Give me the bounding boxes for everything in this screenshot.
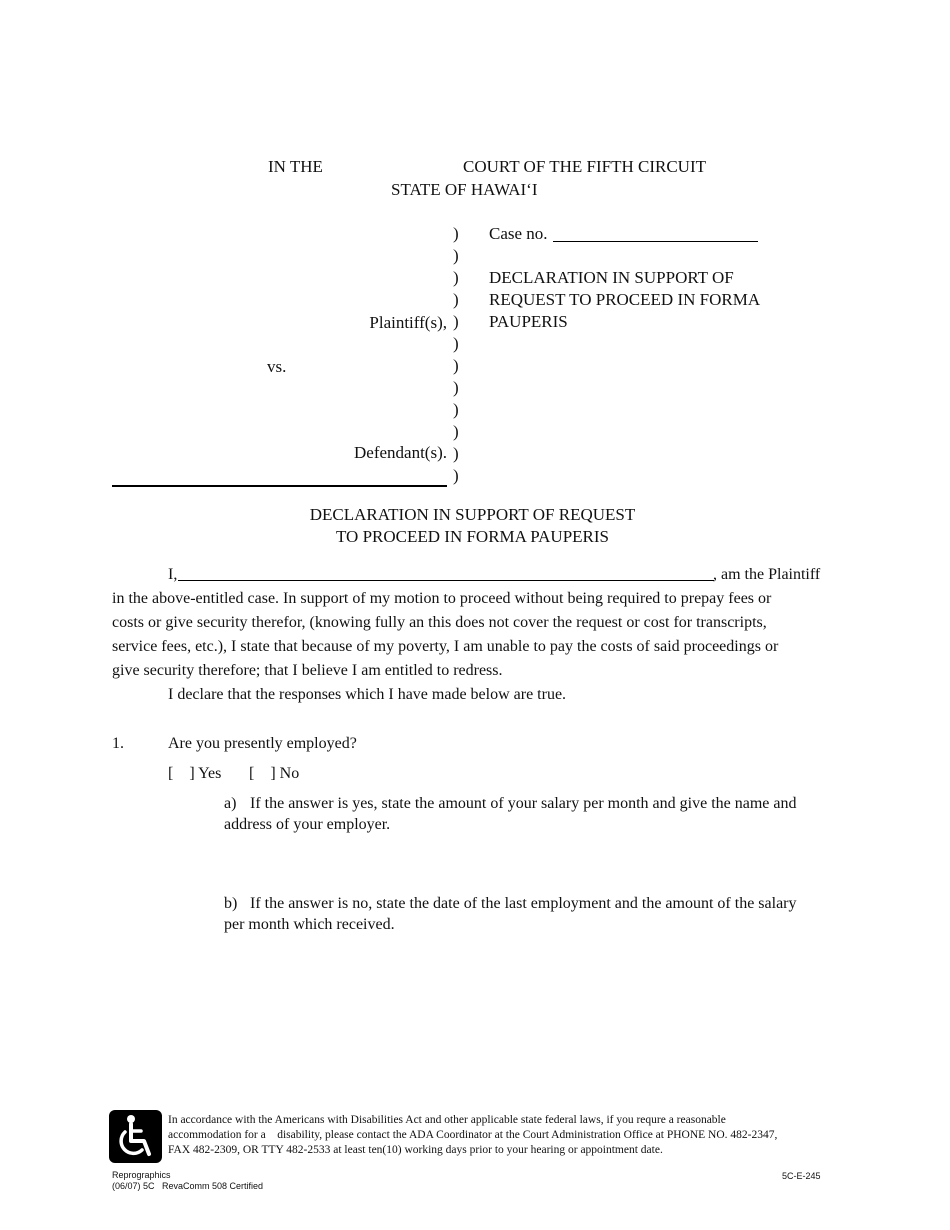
plaintiff-label: Plaintiff(s), (369, 313, 447, 332)
caption-paren: ) (453, 378, 459, 397)
caption-paren: ) (453, 224, 459, 243)
question-number: 1. (112, 735, 124, 752)
doc-title-line: REQUEST TO PROCEED IN FORMA (489, 290, 761, 309)
form-number: 5C-E-245 (782, 1171, 821, 1181)
state-name: STATE OF HAWAIʻI (391, 180, 538, 199)
paragraph-line: costs or give security therefor, (knowing fully an this does not cover the request or cost for transcripts, (112, 614, 767, 631)
declaration-statement: I declare that the responses which I have made below are true. (168, 686, 567, 703)
case-no-label: Case no. (489, 224, 548, 243)
ada-notice-line: FAX 482-2309, OR TTY 482-2533 at least ten(10) working days prior to your hearing or appointment date. (168, 1144, 663, 1156)
caption-paren: ) (453, 334, 459, 353)
intro-prefix: I, (168, 566, 178, 583)
caption-paren: ) (453, 246, 459, 265)
sub-a-line: If the answer is yes, state the amount of your salary per month and give the name and (250, 795, 797, 812)
reprographics-label: Reprographics (112, 1170, 171, 1180)
caption-paren: ) (453, 422, 459, 441)
heading-line-1: DECLARATION IN SUPPORT OF REQUEST (309, 505, 636, 524)
case-no-field[interactable] (553, 241, 758, 242)
doc-title-line: DECLARATION IN SUPPORT OF (489, 268, 734, 287)
ada-notice-line: accommodation for a disability, please contact the ADA Coordinator at the Court Administration Office at PHONE NO. 482-2347, (168, 1129, 778, 1141)
no-checkbox[interactable]: [ ] No (249, 765, 300, 782)
caption-underline (112, 485, 447, 487)
caption-paren: ) (453, 268, 459, 287)
defendant-label: Defendant(s). (354, 443, 447, 462)
paragraph-line: service fees, etc.), I state that because of my poverty, I am unable to pay the costs of said proceedings or (112, 638, 779, 655)
yes-checkbox[interactable]: [ ] Yes (168, 765, 222, 782)
ada-notice-line: In accordance with the Americans with Disabilities Act and other applicable state federal laws, if you requre a reasonable (168, 1114, 726, 1126)
wheelchair-icon (109, 1110, 162, 1163)
caption-paren: ) (453, 290, 459, 309)
caption-paren: ) (453, 356, 459, 375)
sub-b-line: per month which received. (224, 916, 395, 933)
vs-label: vs. (267, 357, 287, 376)
paragraph-line: give security therefore; that I believe I am entitled to redress. (112, 662, 503, 679)
in-the-label: IN THE (268, 157, 323, 176)
caption-paren: ) (453, 312, 459, 331)
question-text: Are you presently employed? (168, 735, 357, 752)
sub-a-line: address of your employer. (224, 816, 391, 833)
caption-paren: ) (453, 466, 459, 485)
declarant-name-field[interactable] (178, 580, 714, 581)
paragraph-line: in the above-entitled case. In support of my motion to proceed without being required to prepay fees or (112, 590, 772, 607)
sub-b-label: b) (224, 895, 238, 912)
doc-title-line: PAUPERIS (489, 312, 568, 331)
caption-paren: ) (453, 400, 459, 419)
sub-b-line: If the answer is no, state the date of the last employment and the amount of the salary (250, 895, 797, 912)
heading-line-2: TO PROCEED IN FORMA PAUPERIS (335, 527, 609, 546)
caption-paren: ) (453, 444, 459, 463)
court-name: COURT OF THE FIFTH CIRCUIT (463, 157, 706, 176)
sub-a-label: a) (224, 795, 237, 812)
intro-suffix: , am the Plaintiff (713, 566, 821, 583)
revision-label: (06/07) 5C RevaComm 508 Certified (112, 1181, 264, 1191)
